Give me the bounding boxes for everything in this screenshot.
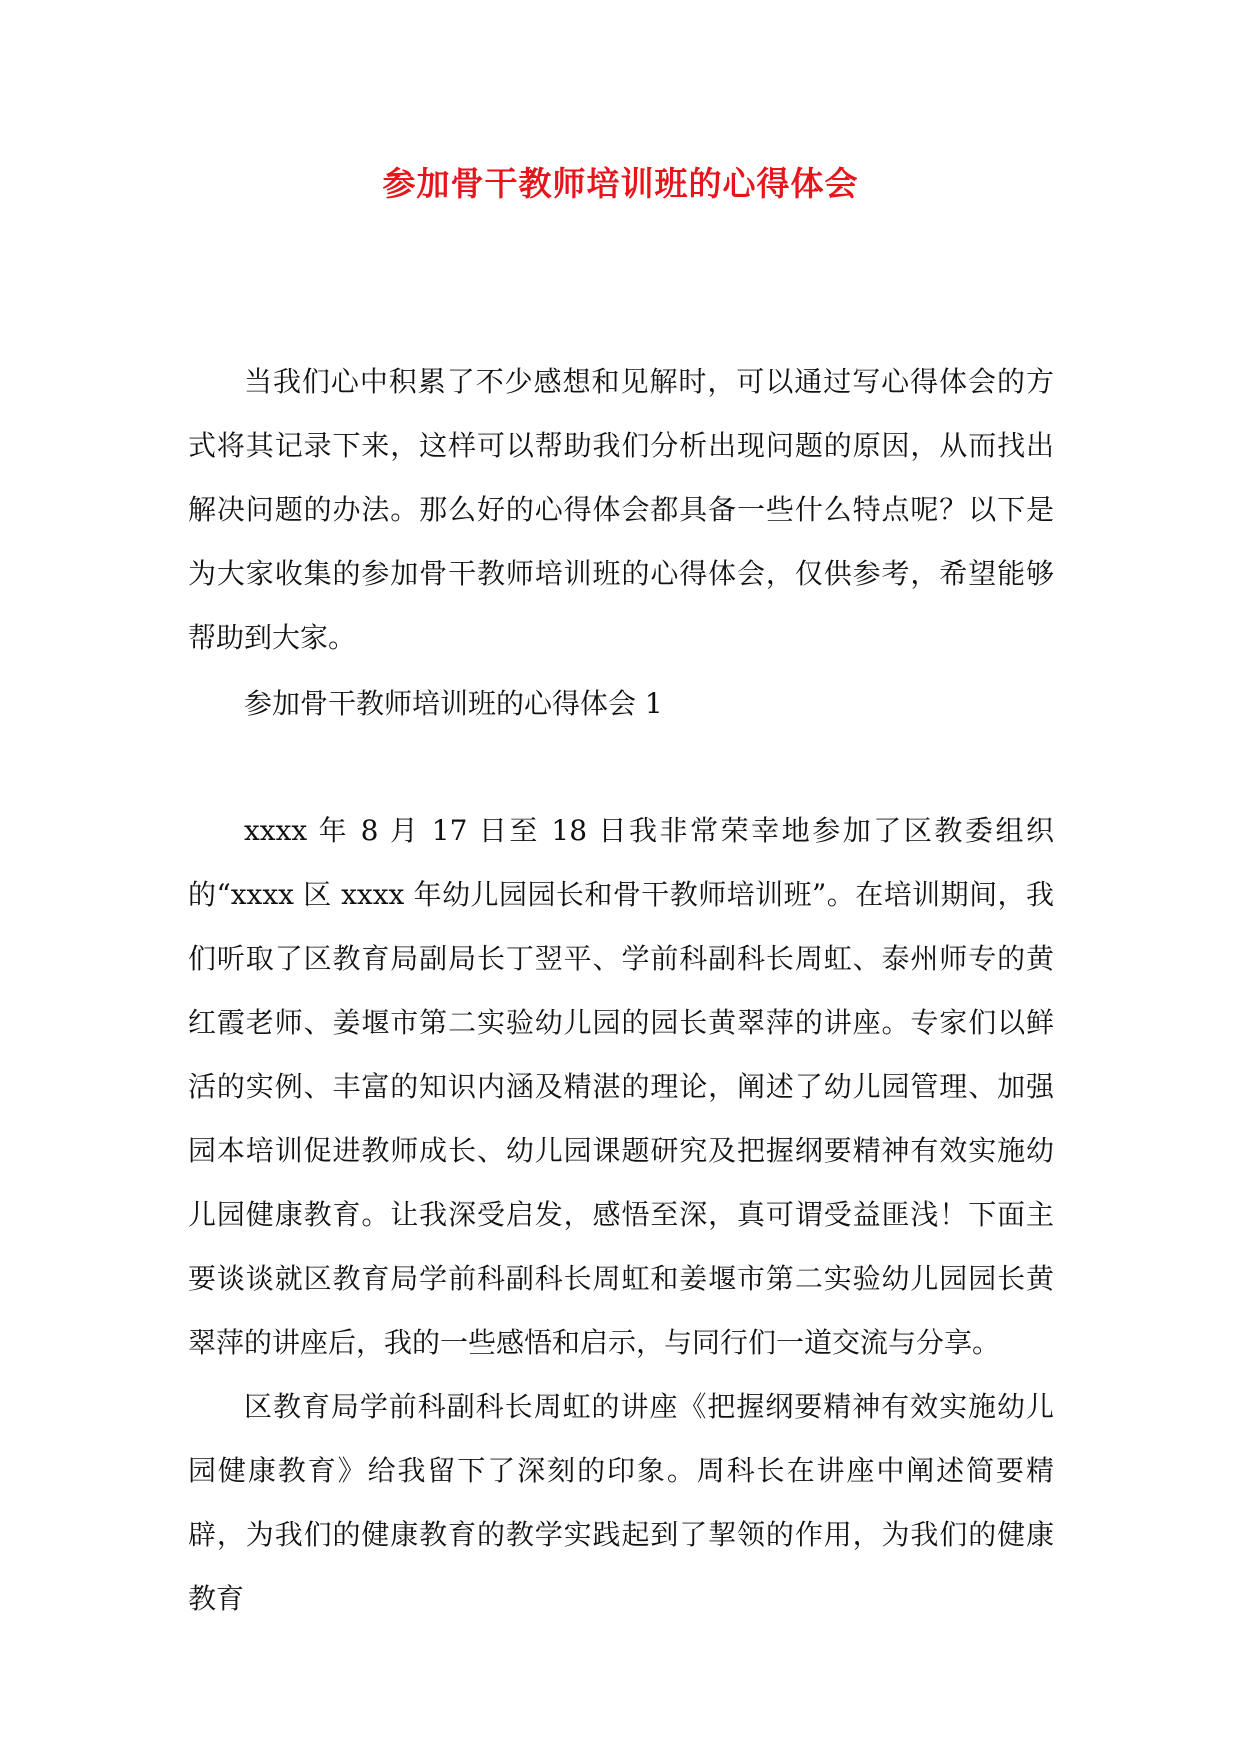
section-body <box>188 799 1054 1631</box>
section-heading: 参加骨干教师培训班的心得体会 1 <box>244 687 663 720</box>
body-paragraph: 区教育局学前科副科长周虹的讲座《把握纲要精神有效实施幼儿园健康教育》给我留下了深刻的印象。周科长在讲座中阐述简要精辟，为我们的健康教育的教学实践起到了挈领的作用，为我们的健康教育 <box>188 1390 1054 1615</box>
document-title: 参加骨干教师培训班的心得体会 <box>382 164 859 203</box>
body-paragraph: xxxx 年 8 月 17 日至 18 日我非常荣幸地参加了区教委组织的“xxxx 区 xxxx 年幼儿园园长和骨干教师培训班”。在培训期间，我们听取了区教育局副局长丁翌平、学前科副科长周虹、泰州师专的黄红霞老师、姜堰市第二实验幼儿园的园长黄翠萍的讲座。专家们以鲜活的实例、丰富的知识内涵及精湛的理论，阐述了幼儿园管理、加强园本培训促进教师成长、幼儿园课题研究及把握纲要精神有效实施幼儿园健康教育。让我深受启发，感悟至深，真可谓受益匪浅！下面主要谈谈就区教育局学前科副科长周虹和姜堰市第二实验幼儿园园长黄翠萍的讲座后，我的一些感悟和启示，与同行们一道交流与分享。 <box>188 814 1054 1359</box>
intro-paragraph: 当我们心中积累了不少感想和见解时，可以通过写心得体会的方式将其记录下来，这样可以帮助我们分析出现问题的原因，从而找出解决问题的办法。那么好的心得体会都具备一些什么特点呢？以下是为大家收集的参加骨干教师培训班的心得体会，仅供参考，希望能够帮助到大家。 <box>188 365 1054 654</box>
intro-block <box>188 350 1054 670</box>
section-heading-block <box>188 672 1054 736</box>
